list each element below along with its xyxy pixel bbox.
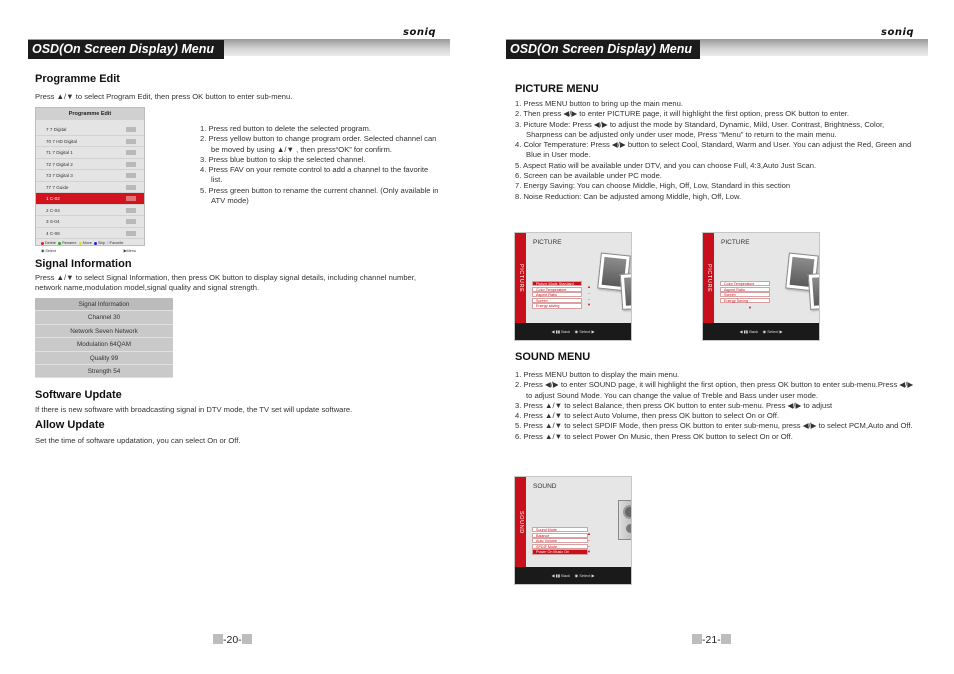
step-item: 6. Screen can be available under PC mode.	[515, 171, 662, 181]
allow-update-text: Set the time of software updatation, you can select On or Off.	[35, 436, 241, 445]
side-tab: PICTURE	[515, 233, 526, 323]
step-item: 1. Press MENU button to bring up the main menu.	[515, 99, 683, 108]
screen-title: SOUND	[533, 483, 557, 490]
blue-dot-icon	[94, 242, 97, 245]
scroll-arrows: ▲ – – ▼	[587, 284, 591, 307]
menu-item: Screen	[720, 292, 770, 297]
osd-navbar: ◀ ▮▮ Back ◉ Select ▶	[703, 323, 819, 340]
step-item: 3. Press ▲/▼ to select Balance, then press OK button to enter sub-menu. Press ◀/▶ to adjust	[515, 400, 833, 410]
ok-icon: ◉	[574, 573, 579, 578]
screen-title: Signal Information	[35, 298, 173, 311]
menu-item: Power On Music On	[532, 549, 588, 554]
step-item: 5. Press green button to rename the current channel. (Only available in ATV mode)	[200, 185, 439, 206]
list-item: Channel 30	[35, 311, 173, 324]
step-item: 4. Color Temperature: Press ◀/▶ button to select Cool, Standard, Warm and User. You can adjust the Red, Green and Blue in User mode.	[515, 140, 912, 160]
left-arrow-icon: ◀	[739, 329, 743, 334]
list-item: Modulation 64QAM	[35, 338, 173, 351]
side-tab: SOUND	[515, 477, 526, 567]
step-item: 4. Press ▲/▼ to select Auto Volume, then press OK button to select On or Off.	[515, 411, 779, 421]
picture-menu-screen-1	[514, 232, 632, 341]
menu-list	[532, 281, 582, 309]
green-dot-icon	[58, 242, 61, 245]
list-item: 72 7 Digital 2	[36, 159, 144, 171]
color-key-legend: Delete Rename Move Skip □Favorite	[36, 239, 144, 247]
picture-icon	[620, 272, 632, 310]
list-item: Strength 54	[35, 365, 173, 378]
picture-menu-screen-2	[702, 232, 820, 341]
screen-title: PICTURE	[533, 239, 562, 246]
list-item: 4 C-06	[36, 228, 144, 240]
menu-item: Balance	[532, 533, 588, 538]
menu-item: Picture Mode Standard	[532, 281, 582, 286]
menu-list	[532, 527, 588, 555]
yellow-dot-icon	[79, 242, 82, 245]
step-item: 2. Then press ◀/▶ to enter PICTURE page, it will highlight the first option, press OK button to enter.	[515, 109, 850, 119]
menu-list	[720, 281, 770, 303]
picture-menu-heading: PICTURE MENU	[515, 83, 599, 95]
programme-edit-heading: Programme Edit	[35, 73, 120, 85]
fav-icon: □	[107, 241, 110, 245]
section-title: OSD(On Screen Display) Menu	[506, 40, 700, 59]
back-icon: ▮▮	[555, 329, 561, 334]
sound-menu-steps	[515, 370, 920, 442]
list-item-selected: 1 C-02	[36, 193, 144, 205]
step-item: 1. Press MENU button to display the main menu.	[515, 370, 680, 379]
right-arrow-icon: ▶	[591, 329, 595, 334]
menu-item: Aspect Ratio	[532, 292, 582, 297]
screen-title: PICTURE	[721, 239, 750, 246]
page-number: -21-	[692, 634, 731, 646]
allow-update-heading: Allow Update	[35, 419, 105, 431]
back-icon: ▮▮	[743, 329, 749, 334]
step-item: 1. Press red button to delete the selected program.	[200, 124, 371, 133]
menu-icon: ▶	[123, 249, 127, 253]
list-item: 73 7 Digital 3	[36, 170, 144, 182]
ok-icon: ◉	[762, 329, 767, 334]
list-item: 70 7 HD Digital	[36, 136, 144, 148]
step-item: 7. Energy Saving: You can choose Middle, High, Off, Low, Standard in this section	[515, 181, 791, 191]
brand-logo: soniq	[881, 27, 915, 38]
brand-logo: soniq	[403, 27, 437, 38]
side-tab: PICTURE	[703, 233, 714, 323]
list-item: 71 7 Digital 1	[36, 147, 144, 159]
step-item: 3. Press blue button to skip the selected channel.	[200, 154, 366, 164]
page-number: -20-	[213, 634, 252, 646]
menu-item: Color Temperature	[720, 281, 770, 286]
red-dot-icon	[41, 242, 44, 245]
programme-edit-steps	[200, 124, 440, 206]
signal-information-text: Press ▲/▼ to select Signal Information, then press OK button to display signal details, including channel number, network name,modulation model,signal quality and signal strength.	[35, 273, 417, 293]
signal-information-screen	[35, 298, 173, 378]
step-item: 4. Press FAV on your remote control to add a channel to the favorite list.	[200, 165, 429, 185]
ok-icon: ◉	[574, 329, 579, 334]
sound-menu-screen	[514, 476, 632, 585]
scroll-down-arrow: ▼	[748, 305, 752, 310]
menu-item: Screen	[532, 298, 582, 303]
step-item: 5. Aspect Ratio will be available under DTV, and you can choose Full, 4:3,Auto Just Scan.	[515, 160, 817, 170]
programme-edit-screen	[35, 107, 145, 253]
list-item: 7 7 Digital	[36, 124, 144, 136]
step-item: 2. Press yellow button to change program order. Selected channel can be moved by using ▲/▼ , then press“OK” for confirm.	[200, 134, 437, 154]
back-icon: ▮▮	[555, 573, 561, 578]
step-item: 2. Press ◀/▶ to enter SOUND page, it will highlight the first option, then press OK button to enter sub-menu.Press ◀/▶ to adjust Sound Mode. You can change the value of Treble and Bass under user mode.	[515, 380, 914, 400]
section-title: OSD(On Screen Display) Menu	[28, 40, 224, 59]
sound-menu-heading: SOUND MENU	[515, 351, 591, 363]
left-arrow-icon: ◀	[551, 573, 555, 578]
screen-title: Programme Edit	[36, 108, 144, 120]
step-item: 8. Noise Reduction: Can be adjusted among Middle, high, Off, Low.	[515, 191, 742, 201]
picture-icon	[808, 272, 820, 310]
menu-item: Aspect Ratio	[720, 287, 770, 292]
menu-item: SPDIF Mode	[532, 544, 588, 549]
right-arrow-icon: ▶	[779, 329, 783, 334]
software-update-text: If there is new software with broadcasting signal in DTV mode, the TV set will update software.	[35, 405, 353, 414]
menu-item: Sound Mode	[532, 527, 588, 532]
nav-legend: ◉ Select ▶Menu	[41, 249, 136, 253]
step-item: 6. Press ▲/▼ to select Power On Music, then Press OK button to select On or Off.	[515, 431, 793, 441]
speaker-icon	[618, 500, 632, 540]
osd-navbar: ◀ ▮▮ Back ◉ Select ▶	[515, 323, 631, 340]
software-update-heading: Software Update	[35, 389, 122, 401]
list-item: Quality 99	[35, 352, 173, 365]
step-item: 3. Picture Mode: Press ◀/▶ to adjust the mode by Standard, Dynamic, Mild, User. Contrast, Brightness, Color, Sharpness can be adjusted only under user mode, Press “Menu” to return to the main menu.	[515, 119, 885, 139]
programme-edit-intro: Press ▲/▼ to select Program Edit, then press OK button to enter sub-menu.	[35, 92, 293, 101]
ok-icon: ◉	[41, 249, 45, 253]
right-arrow-icon: ▶	[591, 573, 595, 578]
menu-item: Auto Volume	[532, 538, 588, 543]
list-item: 3 S-04	[36, 216, 144, 228]
step-item: 5. Press ▲/▼ to select SPDIF Mode, then press OK button to enter sub-menu, press ◀/▶ to select PCM,Auto and Off.	[515, 421, 913, 431]
list-item: 77 7 Guide	[36, 182, 144, 194]
list-item: 2 C-04	[36, 205, 144, 217]
scroll-arrows: ▲ – – ▼	[587, 531, 591, 554]
menu-item: Energy Saving	[720, 298, 770, 303]
menu-item: Color Temperature	[532, 287, 582, 292]
list-item: Network Seven Network	[35, 325, 173, 338]
signal-information-heading: Signal Information	[35, 258, 132, 270]
osd-navbar: ◀ ▮▮ Back ◉ Select ▶	[515, 567, 631, 584]
picture-menu-steps	[515, 99, 920, 202]
menu-item: Energy saving	[532, 303, 582, 308]
left-arrow-icon: ◀	[551, 329, 555, 334]
